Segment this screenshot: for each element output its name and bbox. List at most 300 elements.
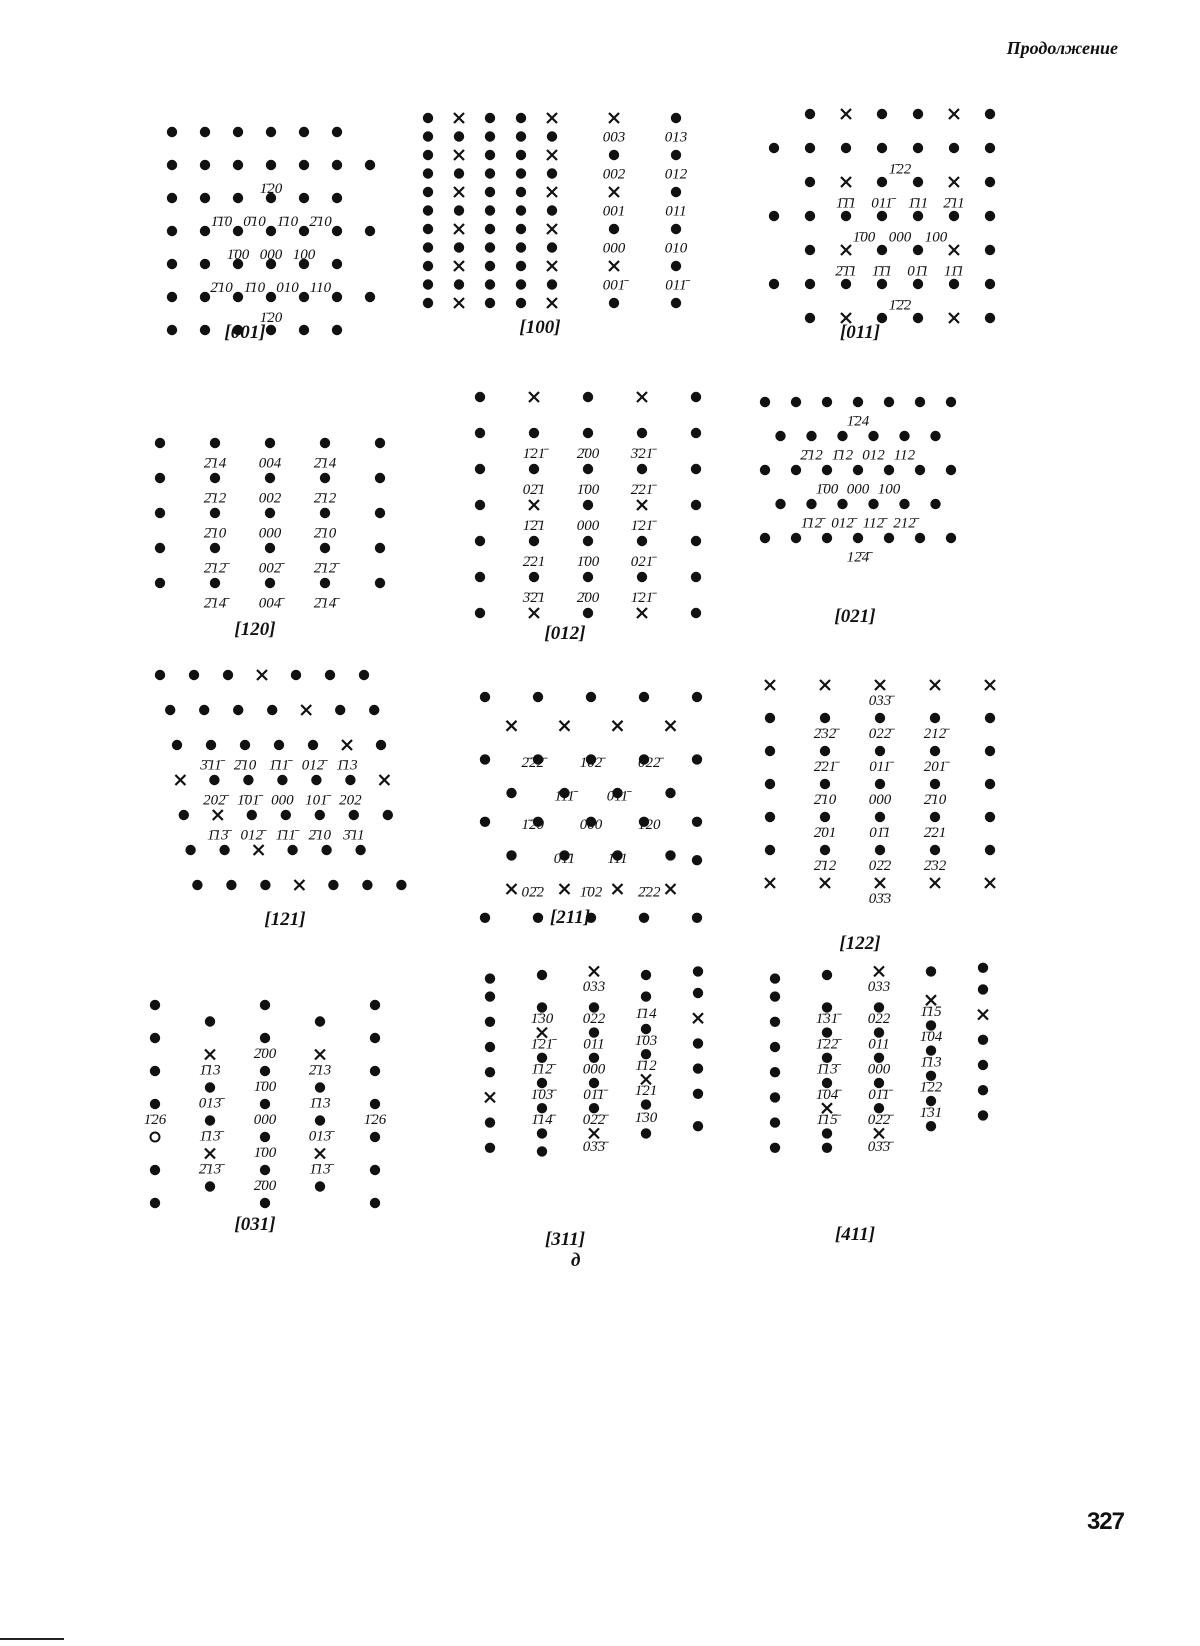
diffraction-spot (949, 143, 959, 153)
diffraction-spot (775, 431, 785, 441)
diffraction-spot (506, 788, 516, 798)
diffraction-spot (365, 292, 375, 302)
diffraction-spot (332, 193, 342, 203)
diffraction-spot (985, 845, 995, 855)
spot-index-label: 2̄10 (233, 757, 257, 774)
diffraction-spot (760, 533, 770, 543)
diffraction-spot (671, 150, 681, 160)
diffraction-spot (485, 205, 495, 215)
spot-index-label: 1̄00 (253, 1078, 277, 1095)
diffraction-spot (930, 845, 940, 855)
spot-index-label: 01̄1 (869, 824, 891, 841)
pattern-031 (145, 985, 430, 1240)
diffraction-spot (946, 397, 956, 407)
pattern-211 (475, 685, 740, 935)
spot-index-label: 1̄30 (530, 1011, 554, 1028)
spot-index-label: 1̄26 (143, 1111, 167, 1128)
diffraction-spot (547, 131, 557, 141)
pattern-100 (420, 108, 710, 353)
diffraction-spot (805, 143, 815, 153)
diffraction-spot (516, 113, 526, 123)
diffraction-spot (985, 746, 995, 756)
spot-index-label: 1̄04 (919, 1029, 943, 1046)
diffraction-spot (884, 397, 894, 407)
diffraction-spot (985, 713, 995, 723)
diffraction-spot (260, 1165, 270, 1175)
spot-index-label: 011 (868, 1036, 890, 1053)
diffraction-spot (770, 1092, 780, 1102)
forbidden-spot-cross (637, 500, 647, 510)
diffraction-spot (765, 779, 775, 789)
forbidden-spot-cross (529, 392, 539, 402)
diffraction-spot (332, 127, 342, 137)
page-number: 327 (1086, 1508, 1124, 1535)
spot-index-label: 1̄04̄ (815, 1086, 839, 1103)
diffraction-spot (265, 508, 275, 518)
forbidden-spot-cross (175, 775, 185, 785)
spot-index-label: 2̄32̄ (813, 725, 837, 742)
diffraction-spot (583, 500, 593, 510)
forbidden-spot-cross (875, 680, 885, 690)
forbidden-spot-cross (454, 261, 464, 271)
diffraction-spot (877, 211, 887, 221)
spot-index-label: 1̄15 (920, 1004, 942, 1020)
spot-index-label: 1̄12 (635, 1058, 657, 1074)
diffraction-spot (665, 850, 675, 860)
diffraction-spot (926, 1121, 936, 1131)
spot-index-label: 1̄00 (815, 481, 839, 498)
forbidden-spot-cross (985, 878, 995, 888)
diffraction-spot (274, 740, 284, 750)
spot-index-label: 01̄1 (907, 263, 929, 280)
diffraction-spot (765, 746, 775, 756)
spot-index-label: 1̄11̄ (554, 788, 575, 805)
spot-index-label: 2̄12 (800, 447, 823, 464)
diffraction-spot (485, 1017, 495, 1027)
diffraction-spot (837, 431, 847, 441)
forbidden-spot-cross (254, 845, 264, 855)
diffraction-spot (913, 245, 923, 255)
diffraction-spot (480, 817, 490, 827)
spot-index-label: 2̄10 (203, 525, 227, 542)
diffraction-spot (485, 131, 495, 141)
forbidden-spot-cross (379, 775, 389, 785)
diffraction-spot (691, 392, 701, 402)
spot-index-label: 2̄00 (253, 1045, 277, 1062)
pattern-001 (150, 120, 380, 350)
diffraction-spot (978, 984, 988, 994)
diffraction-spot (454, 131, 464, 141)
spot-index-label: 2̄22̄ (521, 754, 544, 771)
diffraction-spot (167, 292, 177, 302)
diffraction-spot (516, 298, 526, 308)
spot-index-label: 1̄20 (521, 817, 544, 834)
forbidden-spot-cross (985, 680, 995, 690)
diffraction-spot (328, 880, 338, 890)
spot-index-label: 1̄00 (253, 1144, 277, 1161)
diffraction-spot (423, 279, 433, 289)
diffraction-spot (693, 1121, 703, 1131)
spot-index-label: 000 (271, 792, 294, 809)
diffraction-spot (985, 313, 995, 323)
spot-index-label: 000 (602, 240, 626, 257)
spot-index-label: 2̄14̄ (313, 595, 337, 612)
zone-axis-label: [311] (544, 1229, 586, 1250)
diffraction-spot (516, 205, 526, 215)
diffraction-spot (485, 991, 495, 1001)
spot-index-label: 1̄26 (363, 1111, 387, 1128)
forbidden-spot-cross (342, 740, 352, 750)
spot-index-label: 100 (924, 229, 948, 246)
spot-index-label: 2̄12 (313, 490, 337, 507)
diffraction-spot (376, 740, 386, 750)
spot-index-label: 1̄30 (634, 1110, 658, 1127)
diffraction-spot (260, 1033, 270, 1043)
diffraction-spot (978, 1060, 988, 1070)
spot-index-label: 2̄21̄ (813, 758, 837, 775)
diffraction-spot (899, 499, 909, 509)
spot-index-label: 2̄01 (813, 824, 837, 841)
diffraction-spot (868, 499, 878, 509)
diffraction-spot (475, 608, 485, 618)
diffraction-spot (691, 464, 701, 474)
diffraction-spot (233, 127, 243, 137)
zone-axis-label: [122] (839, 933, 881, 954)
spot-index-label: 100 (877, 481, 901, 498)
spot-index-label: 000 (868, 791, 892, 808)
diffraction-spot (985, 779, 995, 789)
diffraction-spot (332, 226, 342, 236)
diffraction-spot (770, 1042, 780, 1052)
forbidden-spot-cross (820, 680, 830, 690)
diffraction-spot (200, 127, 210, 137)
diffraction-spot (485, 1042, 495, 1052)
spot-index-label: 1̄22 (919, 1079, 943, 1096)
zone-axis-label: [001] (224, 322, 266, 343)
spot-index-label: 001̄ (602, 277, 626, 294)
forbidden-spot-cross (637, 392, 647, 402)
diffraction-spot (692, 913, 702, 923)
pattern-012 (470, 385, 735, 650)
diffraction-spot (423, 261, 433, 271)
spot-index-label: 2̄14 (313, 455, 337, 472)
diffraction-spot (875, 812, 885, 822)
diffraction-spot (693, 1089, 703, 1099)
spot-index-label: 1̄20 (638, 817, 661, 834)
spot-index-label: 1̄21 (634, 1083, 658, 1100)
diffraction-spot (172, 740, 182, 750)
forbidden-spot-cross (529, 608, 539, 618)
forbidden-spot-cross (507, 884, 517, 894)
diffraction-spot (985, 812, 995, 822)
diffraction-spot (805, 245, 815, 255)
diffraction-spot (915, 397, 925, 407)
zone-axis-label: [411] (834, 1224, 876, 1245)
diffraction-spot (365, 226, 375, 236)
diffraction-spot (765, 812, 775, 822)
diffraction-spot (266, 226, 276, 236)
diffraction-spot (454, 279, 464, 289)
diffraction-spot (423, 224, 433, 234)
pattern-011 (760, 100, 1020, 355)
spot-index-label: 1̄13 (309, 1095, 331, 1112)
diffraction-spot (547, 242, 557, 252)
diffraction-spot (637, 572, 647, 582)
diffraction-spot (370, 1066, 380, 1076)
diffraction-spot (822, 397, 832, 407)
diffraction-spot (205, 1115, 215, 1125)
diffraction-spot (533, 692, 543, 702)
diffraction-spot (516, 279, 526, 289)
forbidden-spot-cross (874, 966, 884, 976)
diffraction-spot (978, 1035, 988, 1045)
diffraction-spot (820, 845, 830, 855)
diffraction-spot (267, 705, 277, 715)
forbidden-spot-cross (507, 721, 517, 731)
diffraction-spot (299, 292, 309, 302)
spot-index-label: 202 (339, 792, 362, 809)
diffraction-spot (529, 464, 539, 474)
diffraction-spot (396, 880, 406, 890)
spot-index-label: 004 (258, 455, 282, 472)
spot-index-label: 1̄21̄ (630, 589, 654, 606)
diffraction-spot (875, 746, 885, 756)
spot-index-label: 2̄12 (203, 490, 227, 507)
spot-index-label: 022 (867, 1011, 891, 1028)
diffraction-spot (155, 543, 165, 553)
spot-index-label: 000 (867, 1061, 891, 1078)
spot-index-label: 1̄15̄ (816, 1112, 838, 1128)
diffraction-spot (423, 131, 433, 141)
spot-index-label: 02̄2̄ (582, 1112, 606, 1128)
diffraction-spot (516, 187, 526, 197)
spot-index-label: 03̄3̄ (582, 1139, 606, 1155)
spot-index-label: 033 (582, 978, 606, 995)
forbidden-spot-cross (949, 245, 959, 255)
forbidden-spot-cross (666, 721, 676, 731)
diffraction-spot (583, 572, 593, 582)
zone-axis-label: [031] (234, 1214, 276, 1235)
diffraction-spot (189, 670, 199, 680)
forbidden-spot-cross (874, 1128, 884, 1138)
spot-index-label: 2̄00 (576, 445, 600, 462)
diffraction-spot (769, 143, 779, 153)
diffraction-spot (209, 775, 219, 785)
diffraction-spot (362, 880, 372, 890)
diffraction-spot (639, 913, 649, 923)
diffraction-spot (820, 713, 830, 723)
diffraction-spot (332, 325, 342, 335)
diffraction-spot (805, 177, 815, 187)
diffraction-spot (853, 397, 863, 407)
spot-index-label: 1̄2̄2 (888, 297, 912, 314)
forbidden-spot-cross (978, 1010, 988, 1020)
spot-index-label: 12̄4̄ (846, 549, 870, 566)
diffraction-spot (454, 168, 464, 178)
spot-index-label: 1̄03 (634, 1032, 658, 1049)
diffraction-spot (877, 177, 887, 187)
diffraction-spot (226, 880, 236, 890)
pattern-121 (150, 655, 450, 935)
spot-index-label: 000 (259, 247, 283, 264)
forbidden-spot-cross (589, 1128, 599, 1138)
spot-index-label: 2̄32 (923, 857, 947, 874)
diffraction-spot (150, 1033, 160, 1043)
spot-index-label: 1̄13 (920, 1054, 942, 1071)
diffraction-spot (946, 533, 956, 543)
diffraction-spot (165, 705, 175, 715)
diffraction-spot (609, 298, 619, 308)
figure-label: д (571, 1250, 581, 1271)
forbidden-spot-cross (841, 109, 851, 119)
spot-index-label: 013̄ (308, 1128, 332, 1145)
diffraction-spot (423, 205, 433, 215)
spot-index-label: 011̄ (871, 195, 893, 212)
spot-index-label: 021̄ (630, 553, 654, 570)
diffraction-spot (537, 1146, 547, 1156)
diffraction-spot (260, 1132, 270, 1142)
diffraction-spot (671, 113, 681, 123)
diffraction-spot (820, 812, 830, 822)
spot-index-label: 000 (846, 481, 870, 498)
spot-index-label: 004̄ (258, 595, 282, 612)
spot-index-label: 01̄1̄ (868, 1086, 890, 1103)
forbidden-spot-cross (547, 298, 557, 308)
forbidden-spot-cross (454, 298, 464, 308)
spot-index-label: 3̄11 (343, 827, 365, 844)
spot-index-label: 022 (582, 1011, 606, 1028)
forbidden-spot-cross (765, 680, 775, 690)
spot-index-label: 000 (582, 1061, 606, 1078)
diffraction-spot (240, 740, 250, 750)
diffraction-spot (930, 779, 940, 789)
diffraction-spot (155, 438, 165, 448)
forbidden-spot-cross (949, 109, 959, 119)
forbidden-spot-cross (609, 187, 619, 197)
forbidden-spot-cross (613, 721, 623, 731)
diffraction-spot (349, 810, 359, 820)
diffraction-spot (691, 536, 701, 546)
diffraction-spot (805, 313, 815, 323)
diffraction-spot (150, 1000, 160, 1010)
spot-index-label: 000 (576, 517, 600, 534)
spot-index-label: 1̄1̄1 (871, 263, 893, 280)
spot-index-label: 011 (583, 1036, 605, 1053)
diffraction-spot (287, 845, 297, 855)
diffraction-spot (985, 211, 995, 221)
diffraction-spot (485, 113, 495, 123)
diffraction-spot (770, 1117, 780, 1127)
diffraction-spot (930, 431, 940, 441)
diffraction-spot (192, 880, 202, 890)
diffraction-spot (899, 431, 909, 441)
spot-index-label: 000 (253, 1111, 277, 1128)
diffraction-spot (210, 578, 220, 588)
diffraction-spot (837, 499, 847, 509)
diffraction-spot (822, 970, 832, 980)
spot-index-label: 1̄22̄ (815, 1036, 839, 1053)
diffraction-spot (299, 160, 309, 170)
diffraction-spot (537, 970, 547, 980)
diffraction-spot (529, 536, 539, 546)
diffraction-spot (308, 740, 318, 750)
forbidden-spot-cross (454, 150, 464, 160)
diffraction-spot (641, 1099, 651, 1109)
diffraction-spot (516, 168, 526, 178)
spot-index-label: 2̄21̄ (630, 481, 654, 498)
diffraction-spot (692, 817, 702, 827)
forbidden-spot-cross (613, 884, 623, 894)
forbidden-spot-cross (454, 187, 464, 197)
diffraction-spot (200, 226, 210, 236)
diffraction-spot (765, 713, 775, 723)
diffraction-spot (946, 465, 956, 475)
forbidden-spot-cross (547, 187, 557, 197)
diffraction-spot (913, 211, 923, 221)
diffraction-spot (475, 464, 485, 474)
diffraction-spot (266, 127, 276, 137)
spot-index-label: 011̄ (665, 277, 687, 294)
spot-index-label: 1̄14̄ (531, 1112, 553, 1128)
diffraction-spot (299, 226, 309, 236)
diffraction-spot (533, 913, 543, 923)
diffraction-spot (913, 313, 923, 323)
spot-index-label: 002̄ (258, 560, 282, 577)
spot-index-label: 011̄ (869, 758, 891, 775)
spot-index-label: 2̄10 (309, 214, 332, 231)
diffraction-spot (877, 109, 887, 119)
forbidden-spot-cross (609, 261, 619, 271)
diffraction-spot (978, 1085, 988, 1095)
diffraction-spot (299, 127, 309, 137)
diffraction-spot (320, 578, 330, 588)
diffraction-spot (205, 1016, 215, 1026)
spot-index-label: 2̄11 (943, 195, 965, 212)
spot-index-label: 201̄ (923, 758, 947, 775)
zone-axis-label: [211] (549, 907, 591, 928)
diffraction-spot (770, 991, 780, 1001)
diffraction-spot (332, 160, 342, 170)
diffraction-spot (765, 845, 775, 855)
diffraction-spot (265, 543, 275, 553)
diffraction-spot (200, 193, 210, 203)
spot-index-label: 1̄12 (831, 447, 854, 464)
diffraction-spot (210, 473, 220, 483)
diffraction-spot (260, 1000, 270, 1010)
diffraction-spot (691, 428, 701, 438)
diffraction-spot (547, 168, 557, 178)
diffraction-spot (791, 465, 801, 475)
diffraction-spot (370, 1033, 380, 1043)
spot-index-label: 011̄ (606, 788, 629, 805)
diffraction-spot (210, 543, 220, 553)
spot-index-label: 1̄21̄ (530, 1036, 554, 1053)
diffraction-spot (485, 261, 495, 271)
spot-index-label: 003 (602, 129, 626, 146)
diffraction-spot (167, 325, 177, 335)
diffraction-spot (375, 578, 385, 588)
diffraction-spot (383, 810, 393, 820)
diffraction-spot (260, 880, 270, 890)
diffraction-spot (529, 428, 539, 438)
forbidden-spot-cross (301, 705, 311, 715)
diffraction-spot (150, 1165, 160, 1175)
diffraction-spot (641, 1128, 651, 1138)
diffraction-spot (320, 473, 330, 483)
diffraction-spot (370, 1198, 380, 1208)
diffraction-spot (277, 775, 287, 785)
pattern-021 (755, 390, 1010, 650)
